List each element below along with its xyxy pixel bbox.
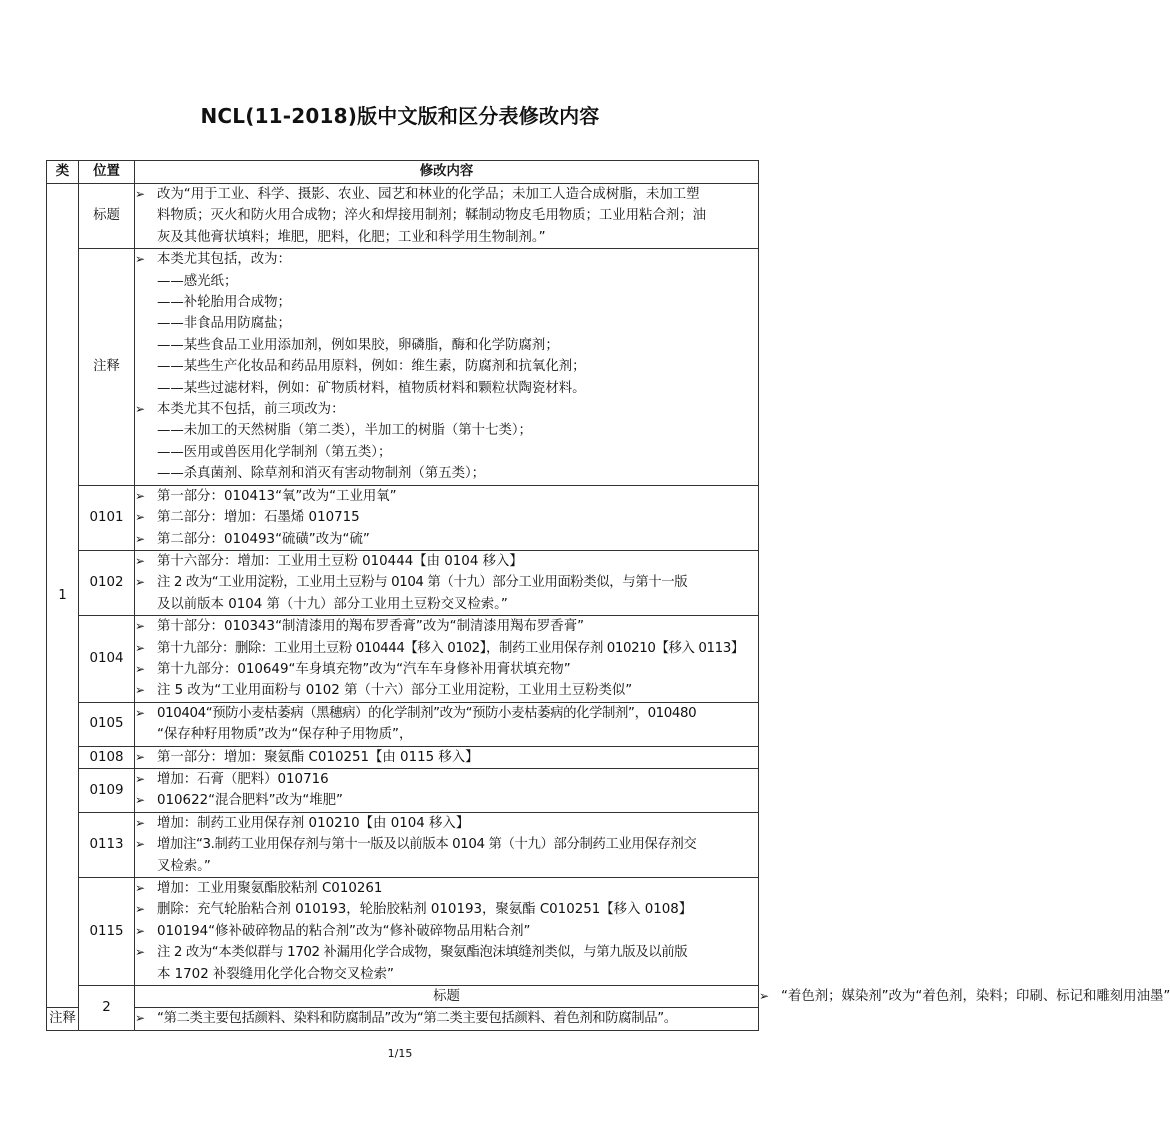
content-cell bbox=[135, 702, 759, 746]
bullet-arrow-icon: ➢ bbox=[135, 661, 146, 676]
class-cell-2: 2 bbox=[79, 986, 135, 1031]
header-content: 修改内容 bbox=[135, 161, 759, 184]
position-cell: 注释 bbox=[47, 1008, 79, 1030]
list-item bbox=[135, 249, 758, 270]
item-text: 改为“用于工业、科学、摄影、农业、园艺和林业的化学品；未加工人造合成树脂，未加工塑 bbox=[157, 187, 700, 202]
sub-item bbox=[135, 335, 758, 356]
sub-item bbox=[135, 378, 758, 399]
content-cell bbox=[135, 812, 759, 877]
header-class: 类 bbox=[47, 161, 79, 184]
item-text: 第一部分：010413“氧”改为“工业用氧” bbox=[157, 488, 397, 504]
item-text: “着色剂；媒染剂”改为“着色剂，染料；印刷、标记和雕刻用油墨” bbox=[781, 989, 1170, 1005]
sub-item bbox=[135, 420, 758, 441]
item-text: 注 5 改为“工业用面粉与 0102 第（十六）部分工业用淀粉，工业用土豆粉类似” bbox=[157, 683, 633, 699]
content-cell bbox=[135, 550, 759, 615]
list-item bbox=[135, 399, 758, 420]
list-item-continuation bbox=[135, 594, 758, 615]
table-row bbox=[47, 616, 759, 703]
list-item bbox=[135, 551, 758, 572]
table-row bbox=[47, 184, 759, 249]
content-cell bbox=[135, 485, 759, 550]
position-cell: 0105 bbox=[79, 702, 135, 746]
list-item bbox=[135, 703, 758, 724]
table-row bbox=[47, 550, 759, 615]
item-text: 本类尤其包括，改为： bbox=[157, 252, 291, 268]
position-cell: 标题 bbox=[79, 184, 135, 249]
list-item bbox=[759, 986, 1170, 1007]
content-cell bbox=[135, 249, 759, 485]
bullet-arrow-icon: ➢ bbox=[135, 640, 145, 655]
item-text: 第十六部分：增加：工业用土豆粉 010444【由 0104 移入】 bbox=[157, 553, 523, 569]
bullet-arrow-icon: ➢ bbox=[135, 1011, 145, 1026]
item-text: 本类尤其不包括，前三项改为： bbox=[157, 402, 345, 418]
content-cell bbox=[135, 184, 759, 249]
list-item bbox=[135, 921, 758, 942]
position-cell: 标题 bbox=[135, 986, 759, 1008]
item-text: 第二部分：010493“硫磺”改为“硫” bbox=[157, 531, 370, 547]
list-item bbox=[135, 184, 758, 205]
list-item bbox=[135, 507, 758, 528]
item-text: 注 2 改为“工业用淀粉，工业用土豆粉与 0104 第（十九）部分工业用面粉类似，与第十一版 bbox=[157, 575, 688, 591]
list-item bbox=[135, 659, 758, 680]
bullet-arrow-icon: ➢ bbox=[135, 510, 146, 525]
list-item bbox=[135, 747, 758, 768]
bullet-arrow-icon: ➢ bbox=[135, 402, 146, 417]
position-cell: 0101 bbox=[79, 485, 135, 550]
list-item bbox=[135, 899, 758, 920]
bullet-arrow-icon: ➢ bbox=[135, 902, 146, 917]
sub-item bbox=[135, 271, 758, 292]
content-cell bbox=[135, 878, 759, 986]
bullet-arrow-icon: ➢ bbox=[135, 187, 146, 201]
bullet-arrow-icon: ➢ bbox=[135, 619, 146, 634]
bullet-arrow-icon: ➢ bbox=[135, 945, 145, 960]
page-title: NCL(11-2018)版中文版和区分表修改内容 bbox=[200, 104, 600, 128]
list-item bbox=[135, 769, 758, 790]
item-text: 及以前版本 0104 第（十九）部分工业用土豆粉交叉检索。” bbox=[157, 596, 508, 612]
content-cell bbox=[135, 746, 759, 768]
table-row bbox=[47, 249, 759, 485]
item-text: 叉检索。” bbox=[157, 858, 211, 874]
list-item bbox=[135, 486, 758, 507]
item-text: ——未加工的天然树脂（第二类），半加工的树脂（第十七类）； bbox=[157, 423, 532, 439]
bullet-arrow-icon: ➢ bbox=[135, 683, 146, 698]
position-cell: 0109 bbox=[79, 768, 135, 812]
list-item-continuation bbox=[135, 205, 758, 226]
item-text: 注 2 改为“本类似群与 1702 补漏用化学合成物，聚氨酯泡沫填缝剂类似，与第九版及以前版 bbox=[157, 945, 688, 961]
header-position: 位置 bbox=[79, 161, 135, 184]
bullet-arrow-icon: ➢ bbox=[135, 575, 145, 590]
item-text: “第二类主要包括颜料、染料和防腐制品”改为“第二类主要包括颜料、着色剂和防腐制品”。 bbox=[157, 1011, 677, 1027]
item-text: 本 1702 补裂缝用化学化合物交叉检索” bbox=[157, 966, 394, 982]
position-cell: 0104 bbox=[79, 616, 135, 703]
item-text: 第一部分：增加：聚氨酯 C010251【由 0115 移入】 bbox=[157, 749, 479, 765]
bullet-arrow-icon: ➢ bbox=[759, 989, 770, 1004]
sub-item bbox=[135, 292, 758, 313]
content-cell bbox=[135, 616, 759, 703]
bullet-arrow-icon: ➢ bbox=[135, 771, 146, 786]
item-text: 010622“混合肥料”改为“堆肥” bbox=[157, 793, 343, 809]
table-row bbox=[47, 1008, 759, 1030]
item-text: ——某些生产化妆品和药品用原料，例如：维生素，防腐剂和抗氧化剂； bbox=[157, 359, 586, 375]
item-text: ——非食品用防腐盐； bbox=[157, 316, 291, 332]
bullet-arrow-icon: ➢ bbox=[135, 553, 146, 568]
sub-item bbox=[135, 313, 758, 334]
position-cell: 0115 bbox=[79, 878, 135, 986]
item-text: 第十九部分：删除：工业用土豆粉 010444【移入 0102】，制药工业用保存剂 010210【移入 0113】 bbox=[157, 640, 744, 656]
list-item-continuation bbox=[135, 227, 758, 248]
item-text: 增加：工业用聚氨酯胶粘剂 C010261 bbox=[157, 881, 383, 896]
table-row bbox=[47, 878, 759, 986]
item-text: 第十九部分：010649“车身填充物”改为“汽车车身修补用膏状填充物” bbox=[157, 661, 571, 677]
position-cell: 0108 bbox=[79, 746, 135, 768]
list-item bbox=[135, 638, 758, 659]
table-row bbox=[47, 812, 759, 877]
item-text: 增加：制药工业用保存剂 010210【由 0104 移入】 bbox=[157, 815, 470, 831]
item-text: 010194“修补破碎物品的粘合剂”改为“修补破碎物品用粘合剂” bbox=[157, 923, 531, 939]
item-text: 料物质；灭火和防火用合成物；淬火和焊接用制剂；鞣制动物皮毛用物质；工业用粘合剂；油 bbox=[157, 208, 707, 224]
item-text: 灰及其他膏状填料；堆肥，肥料，化肥；工业和科学用生物制剂。” bbox=[157, 229, 546, 245]
bullet-arrow-icon: ➢ bbox=[135, 531, 146, 546]
position-cell: 0113 bbox=[79, 812, 135, 877]
bullet-arrow-icon: ➢ bbox=[135, 488, 146, 503]
item-text: 010404“预防小麦枯萎病（黑穗病）的化学制剂”改为“预防小麦枯萎病的化学制剂”，010480 bbox=[157, 705, 697, 721]
content-cell bbox=[135, 768, 759, 812]
list-item-continuation bbox=[135, 856, 758, 877]
item-text: ——补轮胎用合成物； bbox=[157, 295, 291, 311]
list-item bbox=[135, 680, 758, 701]
list-item-continuation bbox=[135, 724, 758, 745]
class-cell-1: 1 bbox=[47, 184, 79, 1008]
list-item bbox=[135, 942, 758, 963]
table-row bbox=[47, 702, 759, 746]
table-row bbox=[47, 768, 759, 812]
item-text: 删除：充气轮胎粘合剂 010193，轮胎胶粘剂 010193，聚氨酯 C010251【移入 0108】 bbox=[157, 902, 693, 918]
bullet-arrow-icon: ➢ bbox=[135, 815, 146, 830]
revision-table bbox=[46, 160, 1170, 1031]
list-item bbox=[135, 834, 758, 855]
table-row bbox=[47, 485, 759, 550]
page-number: 1/15 bbox=[387, 1047, 413, 1060]
list-item bbox=[135, 529, 758, 550]
list-item bbox=[135, 572, 758, 593]
item-text: ——杀真菌剂、除草剂和消灭有害动物制剂（第五类）； bbox=[157, 466, 486, 482]
list-item-continuation bbox=[135, 964, 758, 985]
item-text: ——感光纸； bbox=[157, 273, 238, 289]
bullet-arrow-icon: ➢ bbox=[135, 252, 146, 267]
list-item bbox=[135, 878, 758, 899]
item-text: ——医用或兽医用化学制剂（第五类）； bbox=[157, 444, 392, 460]
position-cell: 0102 bbox=[79, 550, 135, 615]
bullet-arrow-icon: ➢ bbox=[135, 923, 146, 938]
item-text: 第二部分：增加：石墨烯 010715 bbox=[157, 510, 360, 526]
position-cell: 注释 bbox=[79, 249, 135, 485]
bullet-arrow-icon: ➢ bbox=[135, 793, 146, 808]
table-header-row bbox=[47, 161, 759, 184]
list-item bbox=[135, 813, 758, 834]
bullet-arrow-icon: ➢ bbox=[135, 881, 146, 895]
content-cell bbox=[135, 1008, 759, 1030]
item-text: 增加注“3.制药工业用保存剂与第十一版及以前版本 0104 第（十九）部分制药工业用保存剂交 bbox=[157, 837, 697, 853]
sub-item bbox=[135, 463, 758, 484]
sub-item bbox=[135, 356, 758, 377]
item-text: 增加：石膏（肥料）010716 bbox=[157, 771, 329, 787]
bullet-arrow-icon: ➢ bbox=[135, 749, 146, 764]
list-item bbox=[135, 1008, 758, 1029]
sub-item bbox=[135, 442, 758, 463]
bullet-arrow-icon: ➢ bbox=[135, 705, 145, 720]
item-text: ——某些过滤材料，例如：矿物质材料，植物质材料和颗粒状陶瓷材料。 bbox=[157, 380, 586, 396]
list-item bbox=[135, 616, 758, 637]
table-row bbox=[47, 746, 759, 768]
table-row bbox=[47, 986, 759, 1008]
item-text: 第十部分：010343“制清漆用的羯布罗香膏”改为“制清漆用羯布罗香膏” bbox=[157, 619, 585, 635]
list-item bbox=[135, 790, 758, 811]
bullet-arrow-icon: ➢ bbox=[135, 837, 145, 852]
item-text: ——某些食品工业用添加剂，例如果胶，卵磷脂，酶和化学防腐剂； bbox=[157, 337, 559, 353]
item-text: “保存种籽用物质”改为“保存种子用物质”， bbox=[157, 727, 413, 743]
